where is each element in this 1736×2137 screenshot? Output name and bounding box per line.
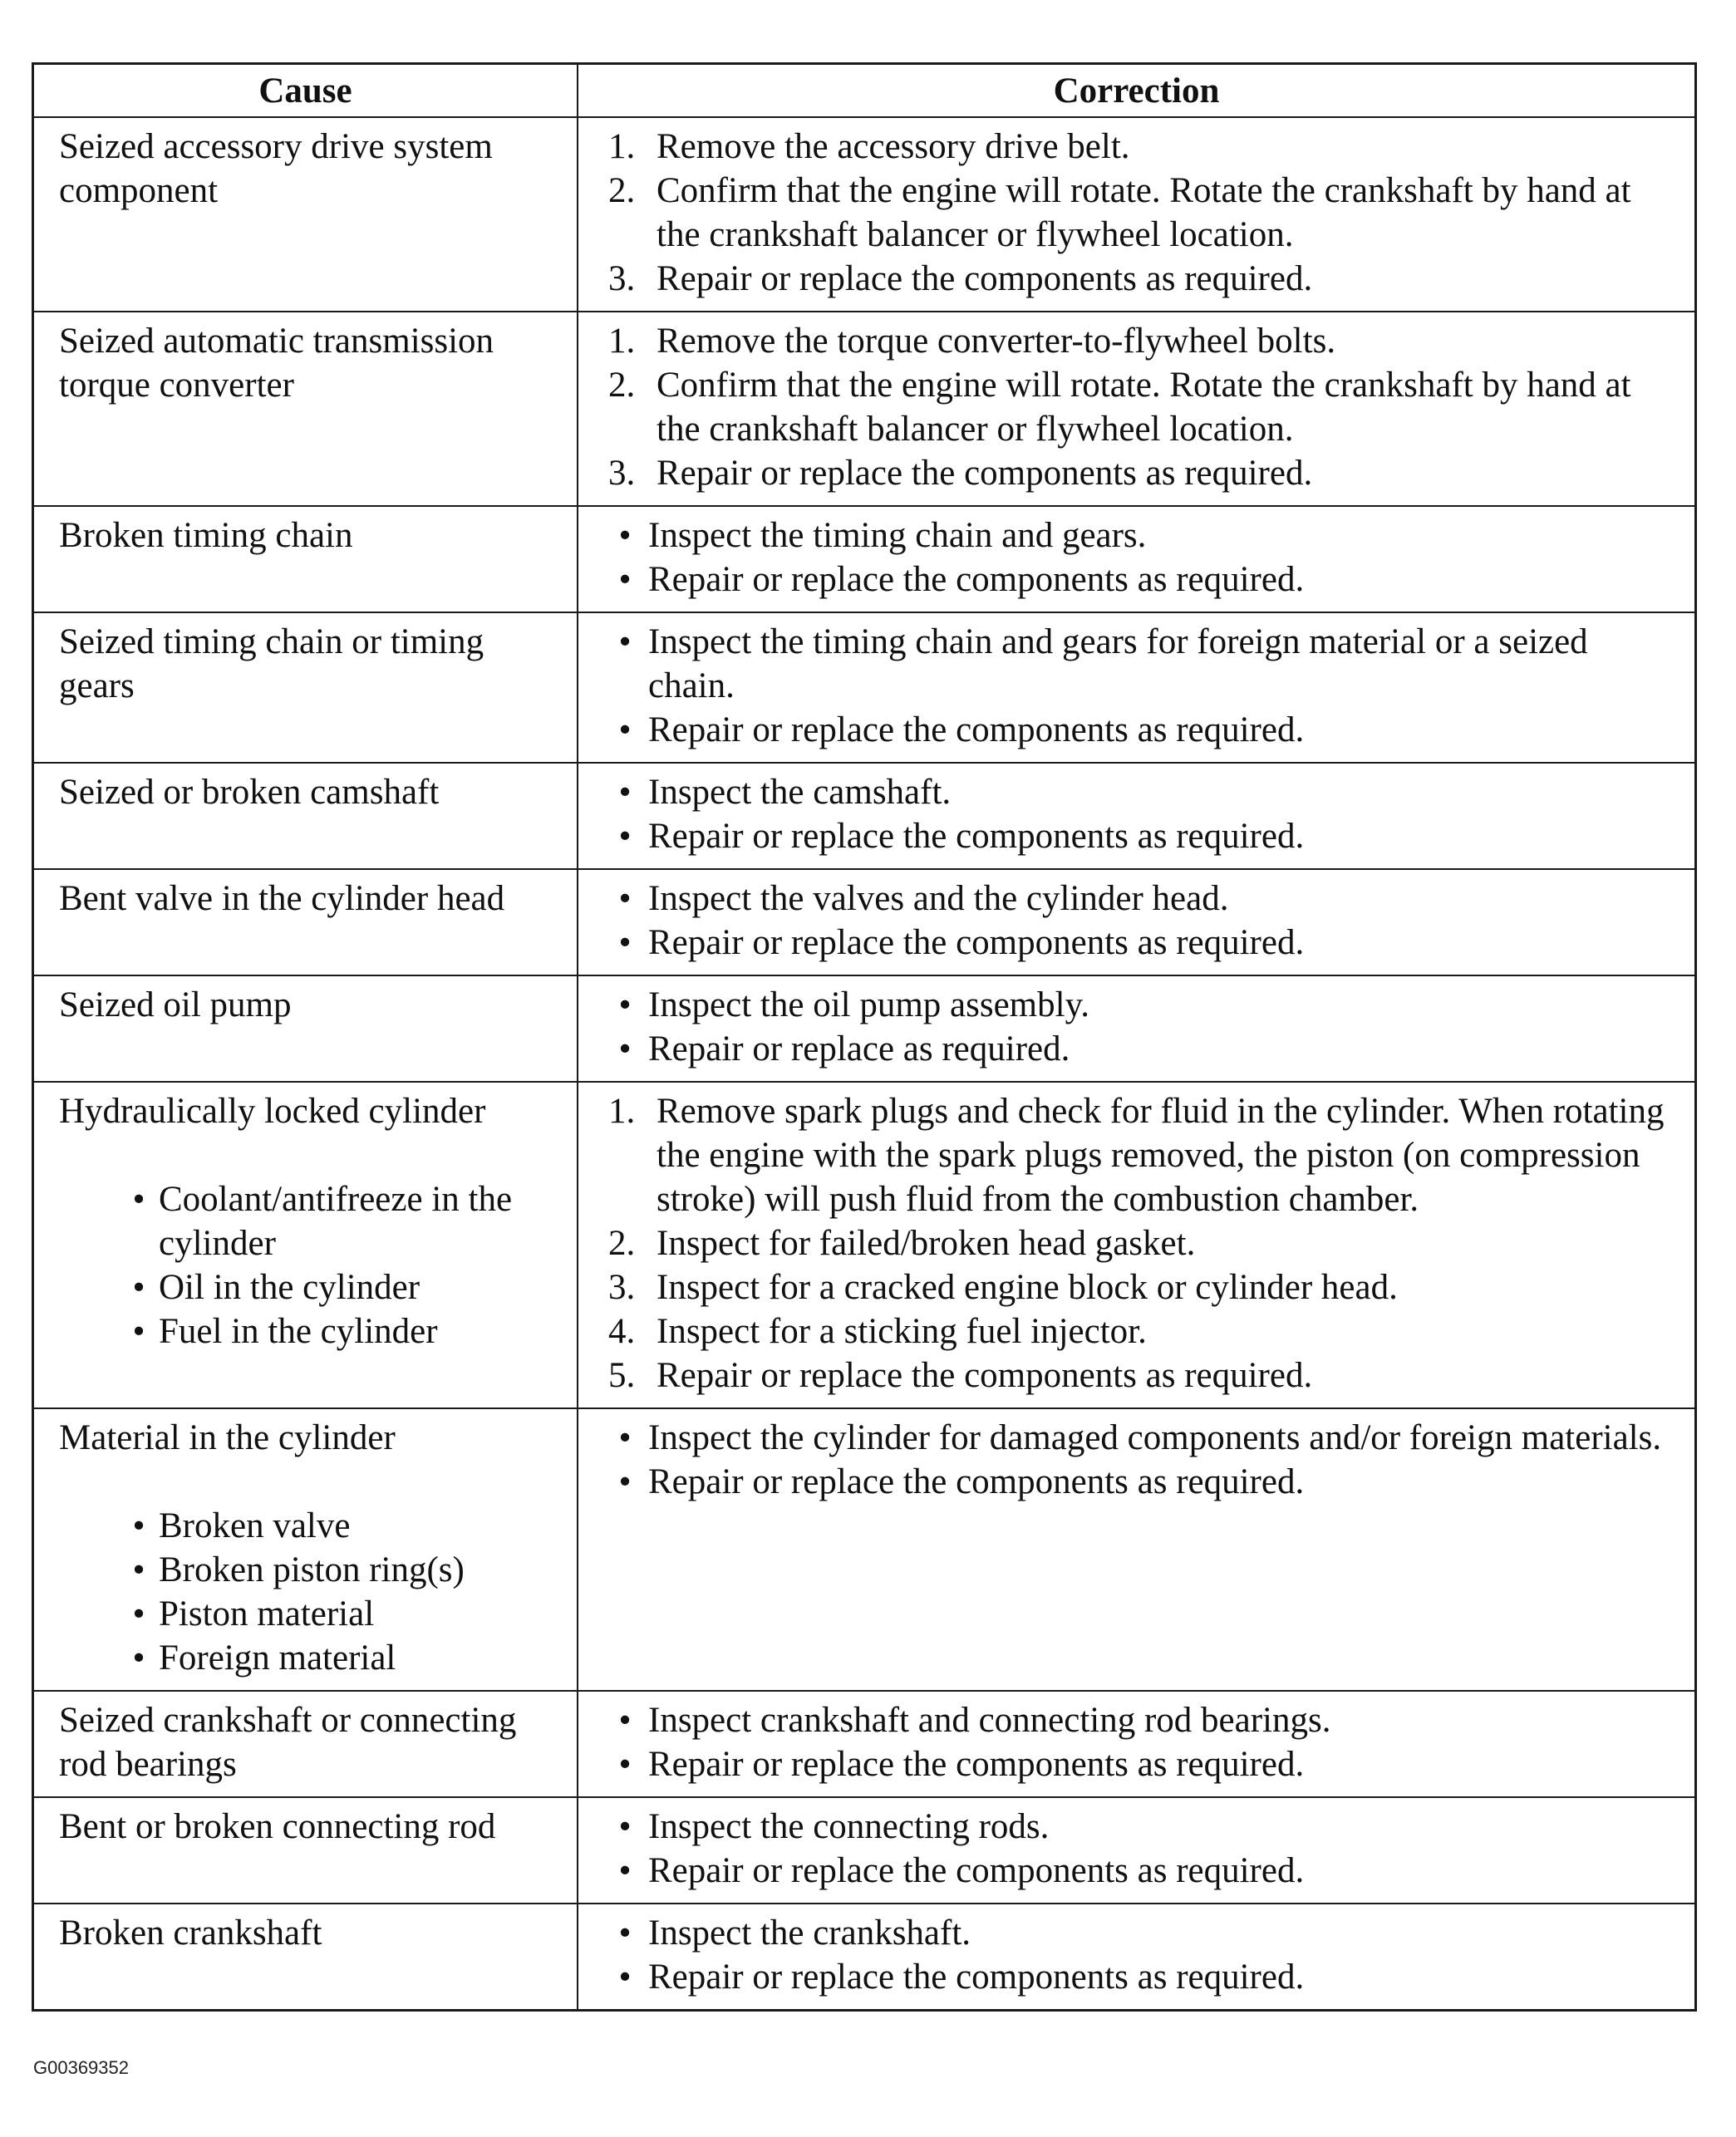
correction-text: Remove spark plugs and check for fluid in the cylinder. When rotating the engine with the spark plugs removed, the piston (on compression stroke) will push fluid from the combustion chamber. (657, 1092, 1665, 1219)
cause-sub-item-text: Coolant/antifreeze in the cylinder (159, 1180, 513, 1263)
table-row (34, 1690, 1694, 1796)
table-row (34, 1796, 1694, 1903)
bullet-marker: • (618, 1958, 632, 1997)
table-row (34, 612, 1694, 762)
bullet-marker: • (618, 1745, 632, 1784)
table-row (34, 116, 1694, 311)
correction-text: Inspect the oil pump assembly. (648, 985, 1090, 1024)
correction-step (608, 1353, 1683, 1398)
table-body (34, 116, 1694, 2009)
correction-step (608, 1089, 1683, 1221)
cause-sub-item (125, 1504, 560, 1548)
correction-text: Repair or replace the components as required. (648, 710, 1305, 749)
correction-step (608, 1309, 1683, 1353)
correction-cell (578, 118, 1694, 311)
correction-text: Repair or replace the components as required. (657, 1356, 1313, 1395)
correction-cell (578, 976, 1694, 1081)
step-number: 3. (608, 454, 636, 493)
step-number: 2. (608, 366, 636, 405)
cause-cell (34, 870, 578, 975)
bullet-marker: • (618, 985, 632, 1024)
diagnostic-table (32, 62, 1697, 2012)
bullet-marker: • (132, 1550, 145, 1589)
correction-cell (578, 1798, 1694, 1903)
correction-text: Repair or replace the components as required. (657, 259, 1313, 298)
correction-text: Inspect crankshaft and connecting rod bearings. (648, 1701, 1331, 1740)
correction-step (608, 814, 1683, 858)
bullet-marker: • (618, 923, 632, 962)
table-row (34, 1407, 1694, 1690)
table-row (34, 868, 1694, 975)
cause-text: Broken timing chain (59, 516, 353, 555)
bullet-marker: • (132, 1594, 145, 1633)
correction-step (608, 451, 1683, 495)
cause-cell (34, 1409, 578, 1690)
correction-text: Repair or replace the components as required. (648, 1745, 1305, 1784)
correction-step (608, 1849, 1683, 1893)
correction-cell (578, 1904, 1694, 2009)
step-number: 5. (608, 1356, 636, 1395)
header-cause: Cause (34, 65, 578, 116)
correction-step (608, 1460, 1683, 1504)
correction-step (608, 1698, 1683, 1742)
correction-cell (578, 870, 1694, 975)
bullet-marker: • (132, 1268, 145, 1307)
correction-text: Inspect for a cracked engine block or cylinder head. (657, 1268, 1398, 1307)
bullet-marker: • (618, 710, 632, 749)
step-number: 3. (608, 1268, 636, 1307)
correction-step (608, 125, 1683, 169)
correction-step (608, 1955, 1683, 1999)
correction-step (608, 1027, 1683, 1071)
cause-text: Hydraulically locked cylinder (59, 1092, 486, 1131)
bullet-marker: • (618, 879, 632, 918)
correction-text: Inspect the camshaft. (648, 773, 952, 812)
correction-step (608, 770, 1683, 814)
correction-step (608, 708, 1683, 752)
cause-text: Bent or broken connecting rod (59, 1807, 496, 1846)
correction-text: Inspect the crankshaft. (648, 1913, 971, 1953)
figure-code: G00369352 (33, 2057, 129, 2078)
cause-sub-item-text: Broken piston ring(s) (159, 1550, 465, 1589)
correction-text: Confirm that the engine will rotate. Rotate the crankshaft by hand at the crankshaft balancer or flywheel location. (657, 366, 1631, 449)
correction-step (608, 1265, 1683, 1309)
cause-sub-item (125, 1592, 560, 1636)
bullet-marker: • (132, 1506, 145, 1545)
correction-step (608, 169, 1683, 257)
correction-text: Repair or replace the components as required. (657, 454, 1313, 493)
cause-sub-item (125, 1548, 560, 1592)
correction-step (608, 1742, 1683, 1786)
correction-text: Repair or replace the components as required. (648, 817, 1305, 856)
cause-cell (34, 764, 578, 868)
cause-sub-item (125, 1177, 560, 1265)
table-row (34, 762, 1694, 868)
bullet-marker: • (618, 516, 632, 555)
correction-cell (578, 1409, 1694, 1690)
bullet-marker: • (132, 1638, 145, 1678)
bullet-marker: • (618, 1418, 632, 1457)
bullet-marker: • (132, 1180, 145, 1219)
cause-cell (34, 1083, 578, 1407)
correction-cell (578, 1692, 1694, 1796)
correction-text: Repair or replace the components as required. (648, 1958, 1305, 1997)
step-number: 3. (608, 259, 636, 298)
bullet-marker: • (618, 1462, 632, 1501)
correction-step (608, 1416, 1683, 1460)
correction-cell (578, 613, 1694, 762)
cause-sub-item-text: Broken valve (159, 1506, 351, 1545)
step-number: 1. (608, 322, 636, 361)
step-number: 2. (608, 171, 636, 210)
table-row (34, 1903, 1694, 2009)
correction-step (608, 513, 1683, 558)
correction-text: Inspect for a sticking fuel injector. (657, 1312, 1147, 1351)
cause-sub-item-text: Oil in the cylinder (159, 1268, 420, 1307)
bullet-marker: • (618, 1807, 632, 1846)
cause-cell (34, 613, 578, 762)
table-row (34, 505, 1694, 612)
correction-text: Inspect the valves and the cylinder head. (648, 879, 1229, 918)
step-number: 1. (608, 1092, 636, 1131)
correction-cell (578, 764, 1694, 868)
correction-text: Repair or replace the components as required. (648, 560, 1305, 599)
correction-step (608, 257, 1683, 301)
correction-step (608, 558, 1683, 602)
correction-text: Remove the accessory drive belt. (657, 127, 1130, 166)
correction-text: Repair or replace the components as required. (648, 923, 1305, 962)
cause-text: Seized timing chain or timing gears (59, 622, 484, 705)
bullet-marker: • (618, 622, 632, 661)
correction-text: Inspect the timing chain and gears. (648, 516, 1147, 555)
cause-sub-list (59, 1177, 560, 1353)
table-row (34, 311, 1694, 505)
correction-step (608, 921, 1683, 965)
cause-text: Seized automatic transmission torque converter (59, 322, 494, 405)
step-number: 2. (608, 1224, 636, 1263)
cause-sub-item (125, 1265, 560, 1309)
cause-cell (34, 507, 578, 612)
correction-text: Repair or replace as required. (648, 1029, 1070, 1068)
correction-text: Repair or replace the components as required. (648, 1851, 1305, 1890)
bullet-marker: • (618, 1851, 632, 1890)
bullet-marker: • (618, 560, 632, 599)
correction-step (608, 620, 1683, 708)
cause-cell (34, 976, 578, 1081)
cause-text: Seized oil pump (59, 985, 292, 1024)
correction-cell (578, 507, 1694, 612)
cause-cell (34, 1692, 578, 1796)
correction-step (608, 877, 1683, 921)
correction-text: Confirm that the engine will rotate. Rotate the crankshaft by hand at the crankshaft balancer or flywheel location. (657, 171, 1631, 254)
correction-step (608, 1221, 1683, 1265)
cause-cell (34, 1798, 578, 1903)
correction-step (608, 363, 1683, 451)
cause-sub-item-text: Fuel in the cylinder (159, 1312, 438, 1351)
correction-text: Remove the torque converter-to-flywheel bolts. (657, 322, 1336, 361)
cause-cell (34, 1904, 578, 2009)
step-number: 1. (608, 127, 636, 166)
bullet-marker: • (618, 1913, 632, 1953)
correction-step (608, 983, 1683, 1027)
table-row (34, 975, 1694, 1081)
cause-sub-list (59, 1504, 560, 1680)
bullet-marker: • (618, 773, 632, 812)
cause-sub-item-text: Foreign material (159, 1638, 396, 1678)
bullet-marker: • (618, 817, 632, 856)
cause-sub-item (125, 1309, 560, 1353)
bullet-marker: • (618, 1029, 632, 1068)
cause-text: Material in the cylinder (59, 1418, 396, 1457)
cause-text: Seized crankshaft or connecting rod bearings (59, 1701, 517, 1784)
cause-text: Seized accessory drive system component (59, 127, 493, 210)
correction-cell (578, 312, 1694, 505)
correction-text: Inspect the cylinder for damaged components and/or foreign materials. (648, 1418, 1662, 1457)
table-header-row (34, 65, 1694, 116)
cause-text: Seized or broken camshaft (59, 773, 440, 812)
cause-cell (34, 118, 578, 311)
cause-sub-item-text: Piston material (159, 1594, 375, 1633)
correction-text: Inspect the timing chain and gears for foreign material or a seized chain. (648, 622, 1588, 705)
correction-cell (578, 1083, 1694, 1407)
correction-step (608, 319, 1683, 363)
correction-step (608, 1911, 1683, 1955)
header-correction: Correction (1053, 71, 1220, 111)
bullet-marker: • (132, 1312, 145, 1351)
table-row (34, 1081, 1694, 1407)
correction-step (608, 1805, 1683, 1849)
bullet-marker: • (618, 1701, 632, 1740)
correction-text: Inspect the connecting rods. (648, 1807, 1050, 1846)
cause-text: Broken crankshaft (59, 1913, 322, 1953)
step-number: 4. (608, 1312, 636, 1351)
correction-text: Repair or replace the components as required. (648, 1462, 1305, 1501)
correction-text: Inspect for failed/broken head gasket. (657, 1224, 1196, 1263)
cause-sub-item (125, 1636, 560, 1680)
cause-cell (34, 312, 578, 505)
cause-text: Bent valve in the cylinder head (59, 879, 505, 918)
